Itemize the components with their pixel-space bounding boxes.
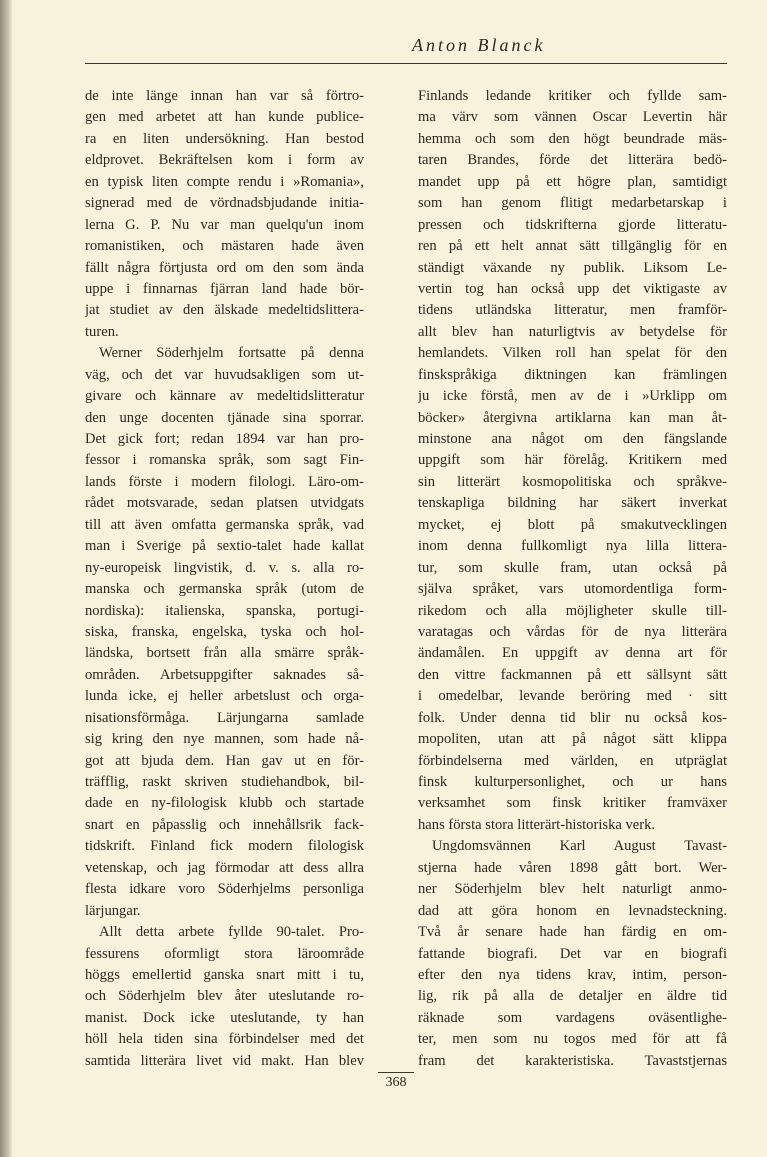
text-line: man i Sverige på sextio-talet hade kallat: [85, 538, 364, 555]
running-header: [85, 33, 727, 64]
text-line: tur, som skulle fram, utan också på: [418, 559, 727, 576]
page-number: 368: [378, 1072, 414, 1092]
text-line: varatagas och vårdas för de nya litterära: [418, 623, 727, 640]
text-line: nisationsförmåga. Lärjungarna samlade: [85, 709, 364, 726]
text-line: dad att göra honom en levnadsteckning.: [418, 902, 727, 919]
text-line: ständigt växande ny publik. Liksom Le-: [418, 259, 727, 276]
text-line: tenskapliga bildning har säkert inverkat: [418, 495, 727, 512]
text-line: fällt några förtjusta ord om den som ända: [85, 259, 364, 276]
text-line: signerad med de vördnadsbjudande initia-: [85, 195, 364, 212]
text-line: snart en påpasslig och innehållsrik fack-: [85, 816, 364, 833]
left-column: [85, 86, 364, 1072]
text-line: mopoliten, utan att på något sätt klippa: [418, 731, 727, 748]
text-line: träfflig, raskt skriven studiehandbok, bil-: [85, 774, 364, 790]
text-line: jat studiet av den älskade medeltidslittera-: [85, 302, 364, 319]
text-line: den unge docenten tjänade sina sporrar.: [85, 409, 364, 426]
text-line: till att även omfatta germanska språk, vad: [85, 516, 364, 533]
text-line: en typisk liten compte rendu i »Romania»,: [85, 173, 364, 190]
text-line: turen.: [85, 323, 119, 340]
text-line: finsk kulturpersonlighet, och ur hans: [418, 774, 727, 790]
text-line: ändamålen. En uppgift av denna art för: [418, 645, 727, 662]
text-line: ländska, bortsett från alla smärre språk-: [85, 645, 364, 662]
paragraph: [85, 86, 364, 343]
text-line: vetenskap, och jag förmodar att dess allra: [85, 859, 364, 876]
text-line: fessurens oformligt stora läroområde: [85, 945, 364, 962]
text-line: romanistiken, och mästaren hade även: [85, 238, 364, 255]
paragraph: [418, 86, 727, 836]
text-line: Werner Söderhjelm fortsatte på denna: [99, 345, 364, 362]
text-line: finskspråkiga diktningen kan främlingen: [418, 366, 727, 383]
text-line: förbindelserna med världen, en utpräglat: [418, 752, 727, 769]
text-line: gen med arbetet att han kunde publice-: [85, 109, 364, 126]
text-line: uppgift som här förelåg. Kritikern med: [418, 452, 727, 469]
text-line: väg, och det var huvudsakligen som ut-: [85, 366, 364, 383]
text-line: i omedelbar, levande beröring med · sitt: [418, 688, 727, 705]
text-line: hemma och som den högt beundrade mäs-: [418, 130, 727, 147]
text-line: tidskrift. Finland fick modern filologisk: [85, 838, 364, 855]
text-line: ra en liten undersökning. Han bestod: [85, 130, 364, 147]
text-line: tidens utländska litteratur, men framför-: [418, 302, 727, 319]
text-line: och Söderhjelm blev åter uteslutande ro-: [85, 988, 364, 1005]
text-line: som han genom flitigt medarbetarskap i: [418, 195, 727, 212]
text-line: ter, men som nu togos med för att få: [418, 1031, 727, 1048]
text-line: områden. Arbetsuppgifter saknades så-: [85, 666, 364, 683]
text-line: fessor i romanska språk, som sagt Fin-: [85, 452, 364, 469]
text-line: lunda icke, ej heller arbetslust och orga-: [85, 688, 364, 705]
text-line: rikedom och alla möjligheter skulle till-: [418, 602, 727, 619]
text-line: vertin tog han också upp det viktigaste av: [418, 280, 727, 297]
text-line: siska, franska, engelska, tyska och hol-: [85, 623, 364, 640]
text-line: Finlands ledande kritiker och fyllde sam-: [418, 88, 727, 104]
text-line: ju icke förstå, men av de i »Urklipp om: [418, 388, 727, 405]
text-line: ren på ett helt annat sätt tillgänglig för en: [418, 238, 727, 255]
text-line: flesta idkare voro Söderhjelms personliga: [85, 881, 364, 898]
text-line: Det gick fort; redan 1894 var han pro-: [85, 431, 364, 447]
text-line: sin litterärt kosmopolitiska och språkve-: [418, 473, 727, 490]
text-line: själva språket, vars utomordentliga form-: [418, 581, 727, 598]
paragraph: [85, 922, 364, 1072]
text-line: nordiska): italienska, spanska, portugi-: [85, 602, 364, 619]
text-line: givare och kännare av medeltidslitteratur: [85, 388, 364, 405]
text-line: manist. Dock icke uteslutande, ty han: [85, 1009, 364, 1026]
text-line: lärjungar.: [85, 902, 141, 919]
text-line: rådet motsvarade, sedan platsen utvidgats: [85, 495, 364, 512]
text-line: ny-europeisk lingvistik, d. v. s. alla ro-: [85, 559, 364, 576]
text-line: räknade som vardagens oväsentlighe-: [418, 1009, 727, 1026]
text-line: taren Brandes, förde det litterära bedö-: [418, 152, 727, 169]
text-line: manska och germanska språk (utom de: [85, 581, 364, 598]
running-title: Anton Blanck: [412, 35, 546, 55]
text-line: fattande biografi. Det var en biografi: [418, 945, 727, 962]
text-line: dade en ny-filologisk klubb och startade: [85, 795, 364, 812]
text-line: ner Söderhjelm blev helt naturligt anmo-: [418, 881, 727, 898]
text-line: eldprovet. Bekräftelsen kom i form av: [85, 152, 364, 169]
text-line: lands förste i modern filologi. Läro-om-: [85, 473, 364, 490]
text-line: de inte länge innan han var så förtro-: [85, 88, 364, 104]
text-line: inom denna fullkomligt nya lilla littera-: [418, 538, 727, 555]
book-spine-shadow: [0, 0, 12, 1157]
text-line: böcker» återgivna artiklarna kan man åt-: [418, 409, 727, 426]
text-line: verksamhet som finsk kritiker framväxer: [418, 795, 727, 812]
text-line: höll hela tiden sina förbindelser med det: [85, 1031, 364, 1048]
text-line: fram det karakteristiska. Tavaststjernas: [418, 1052, 727, 1069]
text-line: Ungdomsvännen Karl August Tavast-: [432, 838, 727, 855]
paragraph: [85, 343, 364, 922]
text-line: lerna G. P. Nu var man quelqu'un inom: [85, 216, 364, 233]
text-line: allt blev han naturligtvis av betydelse för: [418, 323, 727, 340]
text-line: sig kring den nye mannen, som hade nå-: [85, 731, 364, 748]
text-line: stjerna hade våren 1898 gått bort. Wer-: [418, 859, 727, 876]
text-line: Allt detta arbete fyllde 90-talet. Pro-: [99, 924, 364, 941]
right-column: [418, 86, 727, 1072]
text-line: pressen och tidskrifterna gjorde litteratu-: [418, 216, 727, 233]
text-line: mycket, ej blott på smakutvecklingen: [418, 516, 727, 533]
text-line: hemlandets. Vilken roll han spelat för den: [418, 345, 727, 362]
text-line: lig, rik på alla de detaljer en äldre tid: [418, 988, 727, 1005]
text-line: mandet upp på ett högre plan, samtidigt: [418, 173, 727, 190]
text-line: efter den nya tidens krav, intim, person-: [418, 966, 727, 983]
text-line: Två år senare hade han färdig en om-: [418, 924, 727, 941]
text-line: ma värv som vännen Oscar Levertin här: [418, 109, 727, 126]
text-line: folk. Under denna tid blir nu också kos-: [418, 709, 727, 726]
text-line: den vittre fackmannen på ett sällsynt sätt: [418, 666, 727, 683]
text-line: samtida litterära livet vid makt. Han blev: [85, 1052, 364, 1069]
text-line: uppe i finnarnas fjärran land hade bör-: [85, 280, 364, 297]
text-line: höggs emellertid ganska snart mitt i tu,: [85, 966, 364, 983]
text-line: hans första stora litterärt-historiska verk.: [418, 816, 656, 833]
text-line: got att bjuda dem. Han gav ut en för-: [85, 752, 364, 769]
text-line: minstone ana något om den fängslande: [418, 431, 727, 447]
paragraph: [418, 836, 727, 1072]
